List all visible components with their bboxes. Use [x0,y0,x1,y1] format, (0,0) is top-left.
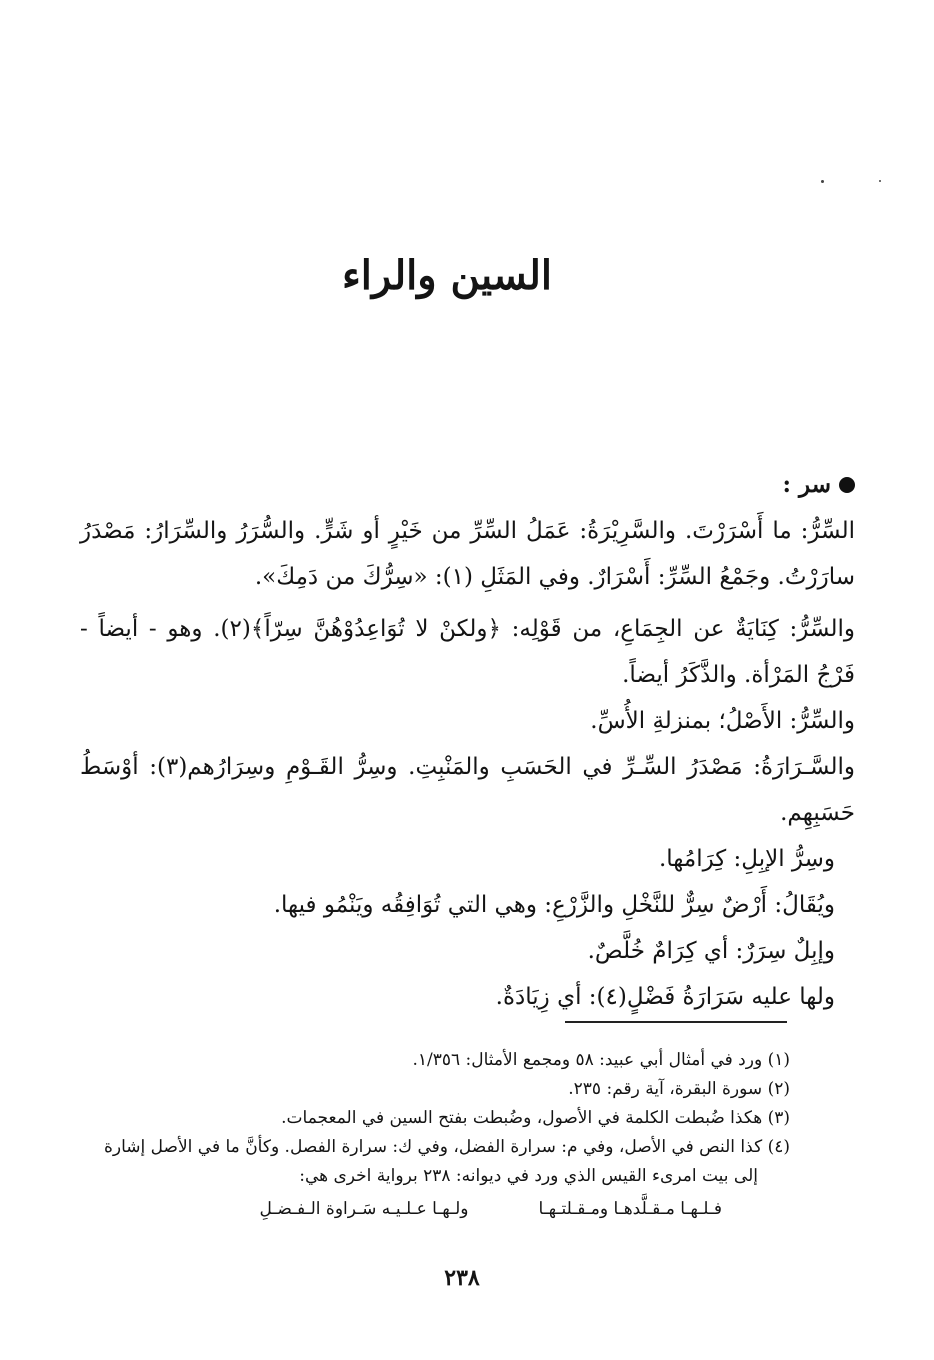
verse-second-hemistich: ولـهـا عـلـيـه سَـراوة الـفـضـلِ [259,1199,469,1219]
footnote-list [70,1046,790,1162]
entry-paragraph: وسِرُّ الإبِلِ: كِرَامُها. [658,846,835,872]
entry-paragraphs [80,508,855,1020]
footnote-item: (٣) هكذا ضُبطت الكلمة في الأصول، وضُبطت بفتح السين في المعجمات. [281,1108,790,1128]
entry-paragraph: والسِّرُّ: كِنَايَةٌ عن الجِمَاعِ، من قَوْلِه: ﴿ولكنْ لا تُوَاعِدُوْهُنَّ سِرّاً﴾(٢). وهو - أيضاً - فَرْجُ المَرْأة. والذَّكَرُ أيضاً. [80,616,856,688]
scan-speck [821,180,824,183]
entry-paragraph: ولها عليه سَرَارَةُ فَضْلٍ(٤): أي زِيَادَةٌ. [495,984,835,1010]
footnote-item: (٢) سورة البقرة، آية رقم: ٢٣٥. [568,1079,790,1099]
footnote-continuation: إلى بيت امرىء القيس الذي ورد في ديوانه: ٢٣٨ برواية اخرى هي: [299,1166,758,1186]
scan-speck [879,180,881,182]
entry-paragraph: السِّرُّ: ما أَسْرَرْتَ. والسَّرِيْرَةُ: عَمَلُ السِّرِّ من خَيْرٍ أو شَرٍّ. والسُّرَرُ والسِّرَارُ: مَصْدَرُ سارَرْتُ. وجَمْعُ السِّرِّ: أَسْرَارٌ. وفي المَثَلِ (١): «سِرُّكَ من دَمِكَ». [80,518,855,590]
verse-first-hemistich: فـلـهـا مـقـلَّدهـا ومـقـلتـهـا [538,1199,722,1219]
footnote-item: (١) ورد في أمثال أبي عبيد: ٥٨ ومجمع الأمثال: ١/٣٥٦. [412,1050,790,1070]
entry-label: سر : [782,471,831,498]
footnote-item: (٤) كذا النص في الأصل، وفي م: سرارة الفضل، وفي ك: سرارة الفصل. وكأنَّ ما في الأصل إشارة [104,1137,790,1157]
entry-heading [80,462,855,508]
chapter-title: السين والراء [341,252,553,299]
bullet-dot-icon [839,477,855,493]
footnotes [70,1046,790,1224]
entry-paragraph: والسَّـرَارَةُ: مَصْدَرُ السِّـرِّ في الحَسَبِ والمَنْبِتِ. وسِرُّ القَـوْمِ وسِرَارُهم(٣): أوْسَطُ حَسَبِهِم. [80,754,855,826]
page-number: ٢٣٨ [444,1265,480,1291]
entry-body [80,462,855,1020]
entry-paragraph: وإبِلٌ سِرَرٌ: أي كِرَامٌ خُلَّصٌ. [587,938,835,964]
footnote-separator [565,1021,787,1023]
entry-paragraph: والسِّرُّ: الأَصْلُ؛ بمنزلةِ الأُسِّ. [590,708,855,734]
entry-paragraph: ويُقَالُ: أَرْضٌ سِرٌّ للنَّخْلِ والزَّرْعِ: وهي التي تُوَافِقُه ويَنْمُو فيها. [273,892,835,918]
poem-verse [70,1195,790,1224]
